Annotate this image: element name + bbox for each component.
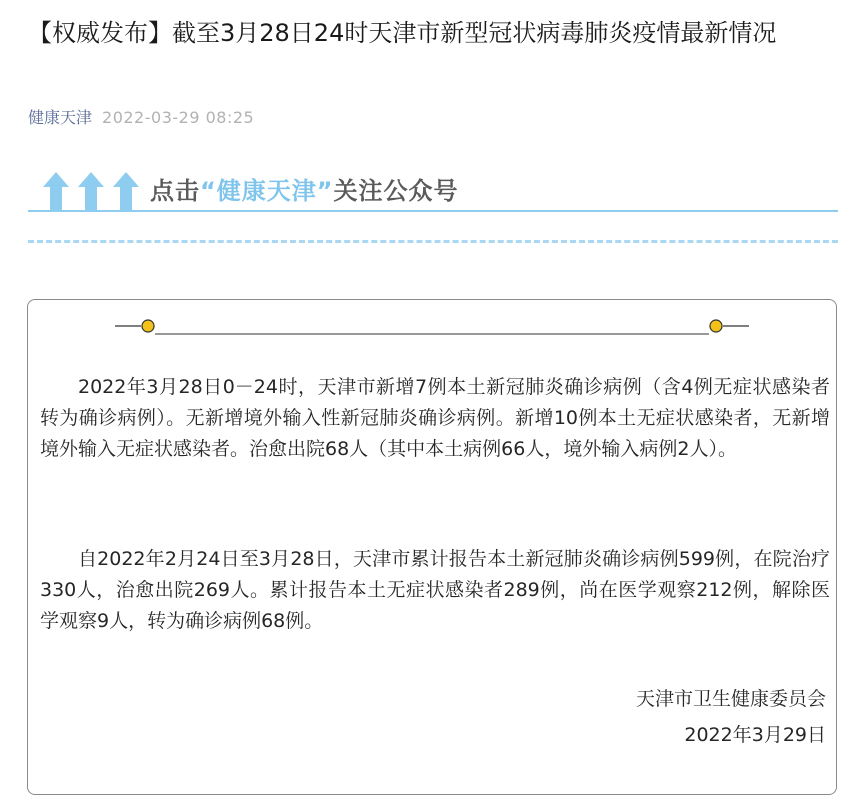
decorative-divider [115, 316, 749, 336]
daily-report-paragraph: 2022年3月28日0－24时，天津市新增7例本土新冠肺炎确诊病例（含4例无症状感染者转为确诊病例）。无新增境外输入性新冠肺炎确诊病例。新增10例本土无症状感染者，无新增境外输入无症状感染者。治愈出院68人（其中本土病例66人，境外输入病例2人）。 [40, 376, 830, 460]
signature-organization: 天津市卫生健康委员会 [635, 688, 826, 710]
account-name-link[interactable]: 健康天津 [28, 108, 93, 127]
content-card [27, 299, 837, 795]
article-title: 【权威发布】截至3月28日24时天津市新型冠状病毒肺炎疫情最新情况 [28, 19, 777, 47]
banner-prefix: 点击 [150, 177, 200, 205]
up-arrow-icon [42, 172, 142, 212]
banner-underline [28, 210, 838, 212]
follow-banner[interactable] [28, 168, 838, 248]
signature-date: 2022年3月29日 [684, 724, 826, 746]
banner-account-highlight: “健康天津” [200, 177, 334, 205]
cumulative-report-paragraph: 自2022年2月24日至3月28日，天津市累计报告本土新冠肺炎确诊病例599例，在院治疗330人，治愈出院269人。累计报告本土无症状感染者289例，尚在医学观察212例，解除医学观察9人，转为确诊病例68例。 [40, 548, 830, 632]
follow-banner-text [150, 174, 459, 208]
banner-suffix: 关注公众号 [333, 177, 459, 205]
banner-dashed-divider [28, 240, 838, 243]
publish-time: 2022-03-29 08:25 [102, 108, 255, 127]
article-meta [28, 106, 254, 130]
